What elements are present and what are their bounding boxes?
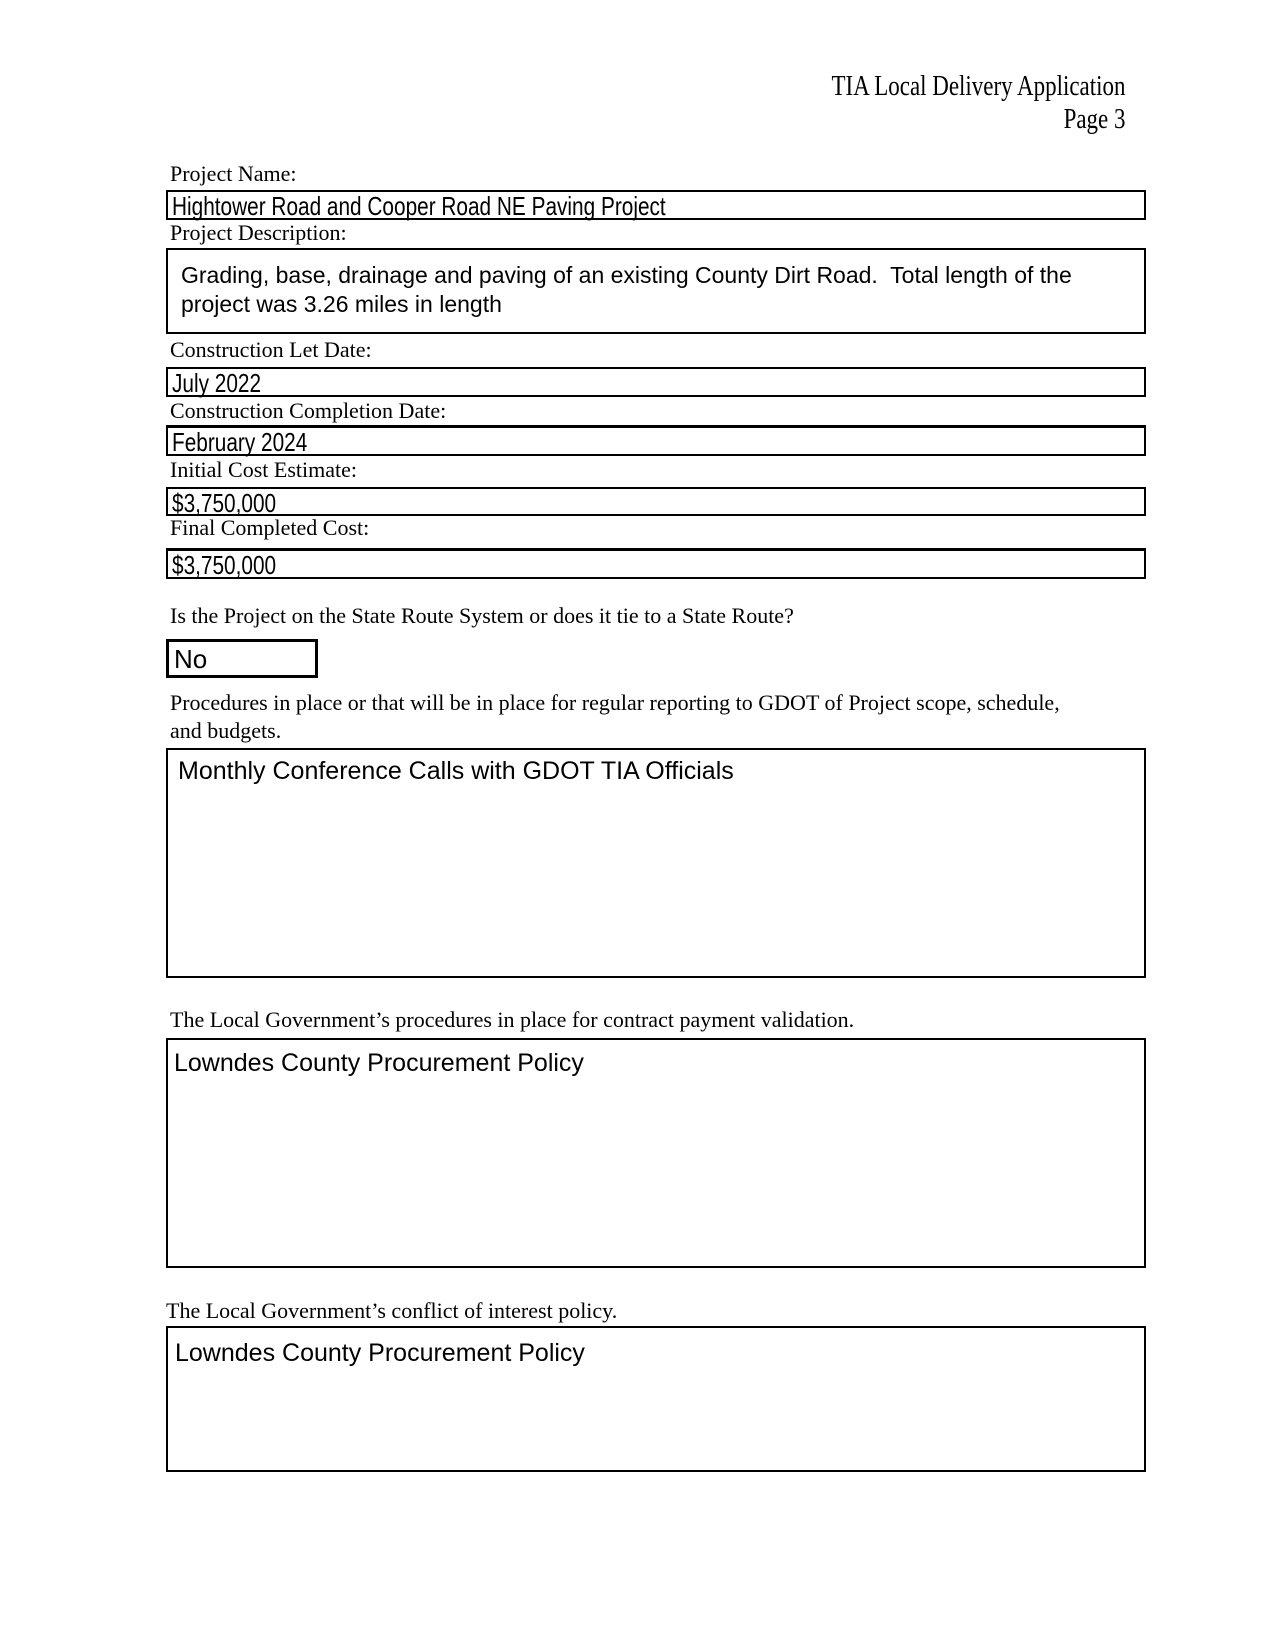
project-name-input[interactable] bbox=[166, 190, 1146, 220]
construction-completion-date-value: February 2024 bbox=[172, 427, 308, 457]
final-completed-cost-input[interactable] bbox=[166, 548, 1146, 579]
conflict-of-interest-label: The Local Government’s conflict of interest policy. bbox=[166, 1298, 618, 1323]
construction-let-date-value: July 2022 bbox=[172, 368, 262, 398]
construction-completion-date-input[interactable] bbox=[166, 425, 1146, 456]
page-header bbox=[831, 70, 1125, 136]
payment-validation-input[interactable]: Lowndes County Procurement Policy bbox=[166, 1038, 1146, 1268]
project-name-value: Hightower Road and Cooper Road NE Paving Project bbox=[172, 191, 666, 221]
payment-validation-label: The Local Government’s procedures in place for contract payment validation. bbox=[170, 1007, 855, 1032]
reporting-procedures-label: Procedures in place or that will be in place for regular reporting to GDOT of Project scope, schedule, and budgets. bbox=[170, 690, 1060, 743]
construction-let-date-input[interactable] bbox=[166, 367, 1146, 397]
state-route-input[interactable] bbox=[166, 639, 318, 678]
initial-cost-estimate-input[interactable] bbox=[166, 487, 1146, 516]
document-title: TIA Local Delivery Application bbox=[831, 71, 1125, 102]
project-name-label: Project Name: bbox=[170, 161, 297, 186]
page-number: Page 3 bbox=[1063, 104, 1125, 135]
state-route-value: No bbox=[174, 644, 208, 674]
state-route-question-label: Is the Project on the State Route System or does it tie to a State Route? bbox=[170, 603, 794, 628]
project-description-label: Project Description: bbox=[170, 220, 347, 245]
initial-cost-estimate-label: Initial Cost Estimate: bbox=[170, 457, 357, 482]
final-completed-cost-value: $3,750,000 bbox=[172, 550, 277, 580]
conflict-of-interest-input[interactable]: Lowndes County Procurement Policy bbox=[166, 1326, 1146, 1472]
project-description-input[interactable]: Grading, base, drainage and paving of an existing County Dirt Road. Total length of the project was 3.26 miles in length bbox=[166, 248, 1146, 334]
initial-cost-estimate-value: $3,750,000 bbox=[172, 488, 277, 518]
reporting-procedures-input[interactable]: Monthly Conference Calls with GDOT TIA Officials bbox=[166, 748, 1146, 978]
construction-completion-date-label: Construction Completion Date: bbox=[170, 398, 447, 423]
construction-let-date-label: Construction Let Date: bbox=[170, 337, 372, 362]
final-completed-cost-label: Final Completed Cost: bbox=[170, 515, 370, 540]
